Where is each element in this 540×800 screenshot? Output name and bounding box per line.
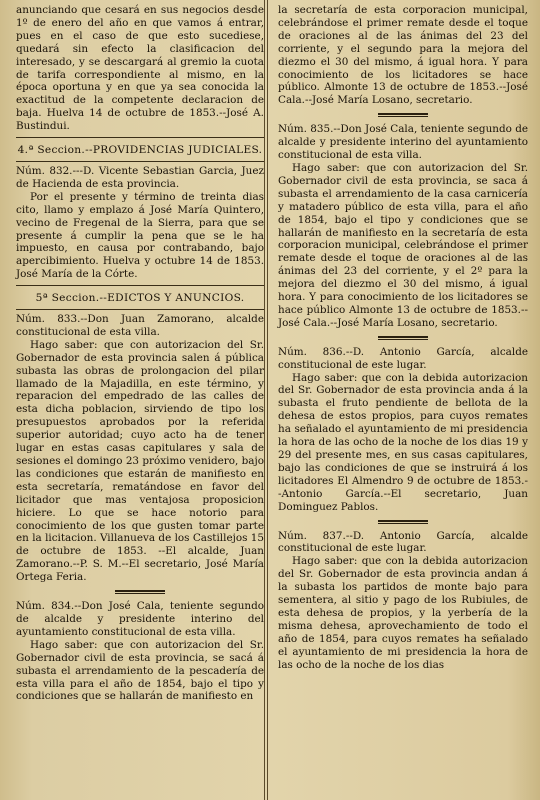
notice-837 (278, 530, 528, 672)
section-heading: 5ª Seccion.--EDICTOS Y ANUNCIOS. (35, 292, 245, 305)
notice-heading: Núm. 832.---D. Vicente Sebastian Garcia, Juez de Hacienda de esta provincia. (16, 164, 264, 190)
notice-separator (378, 336, 428, 340)
section-rule (16, 285, 264, 286)
notice-separator (378, 113, 428, 117)
notice-body: Hago saber: que con autorizacion del Sr. Gobernador civil de esta provincia, se saca á subasta el arrendamiento de la casa carnicería y matadero público de esta villa, para el año de 1854, bajo el tipo y condiciones que se hallarán de manifiesto en la secretaría de esta corporacion municipal, celebrándose el primer remate desde el toque de oraciones al de las ánimas del 23 del corriente, y el 2º para la mejora del diezmo el 30 del mismo, á igual hora. Y para conocimiento de los licitadores se hace público Almonte 13 de octubre de 1853.--José Cala.--José María Losano, secretario. (278, 161, 528, 329)
notice-heading: Núm. 833.--Don Juan Zamorano, alcalde constitucional de esta villa. (16, 313, 264, 338)
notice-body: Hago saber: que con la debida autorizacion del Sr. Gobernador de esta provincia anda á la subasta el fruto pendiente de bellota de la dehesa de estos propios, para cuyos remates ha señalado el ayuntamiento de mi presidencia la hora de las ocho de la noche de los dias 19 y 29 del presente mes, en sus casas capitulares, bajo las condiciones de que se instruirá á los licitadores El Almendro 9 de octubre de 1853.--Antonio García.--El secretario, Juan Dominguez Pablos. (278, 371, 528, 513)
notice-body: Hago saber: que con la debida autorizacion del Sr. Gobernador de esta provincia andan á la subasta los partidos de monte bajo para sementera, al sitio y pago de los Rubiules, de esta dehesa de propios, y la yerbería de la misma dehesa, aprovechamiento de todo el año de 1854, para cuyos remates ha señalado el ayuntamiento de mi presidencia la hora de las ocho de la noche de los dias (278, 555, 528, 671)
notice-832 (16, 165, 264, 281)
notice-body: Hago saber: que con autorizacion del Sr. Gobernador civil de esta provincia, se sacá á subasta el arrendamiento de la pescadería de esta villa para el año de 1854, bajo el tipo y condiciones que se hallarán de manifiesto en (16, 638, 264, 703)
notice-833 (16, 313, 264, 584)
notice-body: Hago saber: que con autorizacion del Sr. Gobernador de esta provincia salen á pública subasta las obras de prolongacion del pilar llamado de la Majadilla, en este término, y reparacion del empedrado de las calles de esta dicha poblacion, sirviendo de tipo los presupuestos aprobados por la referida superior autoridad; cuyo acto ha de tener lugar en estas casas capitulares y sala de sesiones el domingo 23 próximo venidero, bajo las condiciones que estarán de manifiesto en esta secretaría, rematándose en favor del licitador que mas ventajosa proposicion hiciere. Lo que se hace notorio para conocimiento de los que gusten tomar parte en la licitacion. Villanueva de los Castillejos 15 de octubre de 1853. --El alcalde, Juan Zamorano.--P. S. M.--El secretario, José María Ortega Feria. (16, 338, 264, 584)
left-column (16, 4, 264, 703)
continued-paragraph: la secretaría de esta corporacion municipal, celebrándose el primer remate desde el toque de oraciones al de las ánimas del 23 del corriente, y el segundo para la mejora del diezmo el 30 del mismo, á igual hora. Y para conocimiento de los licitadores se hace público. Almonte 13 de octubre de 1853.--José Cala.--José María Losano, secretario. (278, 4, 528, 107)
section-rule (16, 309, 264, 310)
column-rule (267, 0, 268, 800)
notice-834 (16, 600, 264, 703)
notice-heading: Núm. 835.--Don José Cala, teniente segundo de alcalde y presidente interino del ayuntamiento constitucional de esta villa. (278, 123, 528, 162)
notice-heading: Núm. 834.--Don José Cala, teniente segundo de alcalde y presidente interino del ayuntamiento constitucional de esta villa. (16, 600, 264, 638)
notice-836 (278, 346, 528, 514)
section-rule (16, 161, 264, 162)
right-column (278, 4, 528, 672)
continued-paragraph: anunciando que cesará en sus negocios desde 1º de enero del año en que vamos á entrar, pues en el caso de que esto sucediese, quedará sin efecto la clasificacion del interesado, y se descargará al gremio la cuota de tarifa correspondiente al mismo, en la época oportuna y en que ya sea conocida la exactitud de la competente declaracion de baja. Huelva 14 de octubre de 1853.--José A. Bustindui. (16, 4, 264, 133)
section-heading: 4.ª Seccion.--PROVIDENCIAS JUDICIALES. (17, 144, 263, 157)
notice-heading: Núm. 837.--D. Antonio García, alcalde constitucional de este lugar. (278, 529, 528, 555)
notice-separator (115, 590, 165, 594)
notice-body: Por el presente y término de treinta dias cito, llamo y emplazo á José María Quintero, vecino de Fregenal de la Sierra, para que se presente á cumplir la pena que se le ha impuesto, en causa por contrabando, bajo apercibimiento. Huelva y octubre 14 de 1853. José María de la Córte. (16, 190, 264, 281)
notice-835 (278, 123, 528, 330)
notice-heading: Núm. 836.--D. Antonio García, alcalde constitucional de este lugar. (278, 345, 528, 371)
section-rule (16, 137, 264, 138)
column-rule (264, 0, 265, 800)
notice-separator (378, 520, 428, 524)
